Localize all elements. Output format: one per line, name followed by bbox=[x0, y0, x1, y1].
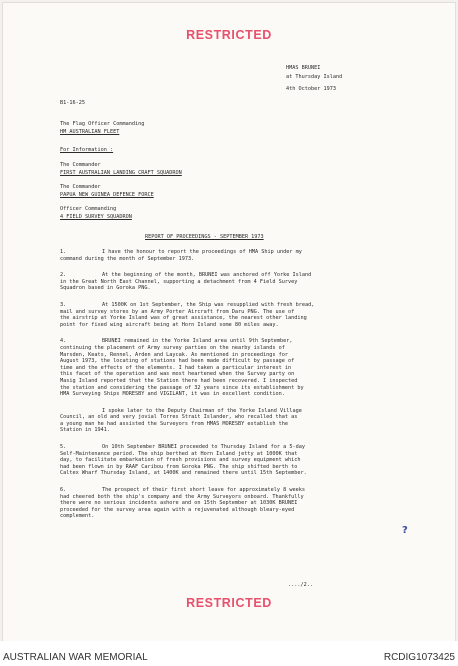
report-body bbox=[60, 249, 390, 530]
continuation-marker: ..../2.. bbox=[288, 582, 313, 588]
paragraph-5: 5. On 10th September BRUNEI proceeded to Thursday Island for a 5-day Self-Maintenance period. The ship berthed at Horn Island jetty at 1000K that day, to facilitate embarkation of fresh provisions and survey equipment which had been flown in by RAAF Caribou from Goroka PNG. The ship shifted berth to Caltex Wharf Thursday Island, at 1400K and remained there until 15th September. bbox=[60, 444, 307, 477]
copy-1-line-2: FIRST AUSTRALIAN LANDING CRAFT SQUADRON bbox=[60, 170, 182, 176]
copy-2-line-2: PAPUA NEW GUINEA DEFENCE FORCE bbox=[60, 192, 154, 198]
addressee-line-1: The Flag Officer Commanding bbox=[60, 121, 145, 127]
paragraph-number: 2. bbox=[60, 272, 67, 279]
copy-1-line-1: The Commander bbox=[60, 162, 101, 168]
file-reference: B1-16-25 bbox=[60, 100, 85, 106]
paragraph-6: 6. The prospect of their first short leave for approximately 8 weeks had cheered both the ship's company and the Army Surveyors onboard. Thankfully there were no serious incidents ashore and on 15th September at 1030K BRUNEI proceeded for the survey area again with a rejuvenated although bleary-eyed complement. bbox=[60, 487, 306, 520]
ship-name: HMAS BRUNEI bbox=[286, 65, 321, 71]
paragraph-number: 4. bbox=[60, 338, 67, 345]
archive-name: AUSTRALIAN WAR MEMORIAL bbox=[3, 652, 148, 663]
for-information-label: For Information : bbox=[60, 147, 114, 153]
ship-location: at Thursday Island bbox=[286, 74, 343, 80]
copy-3-line-2: 4 FIELD SURVEY SQUADRON bbox=[60, 214, 132, 220]
paragraph-number: 6. bbox=[60, 487, 67, 494]
restricted-stamp-bottom: RESTRICTED bbox=[186, 596, 272, 610]
addressee-line-2: HM AUSTRALIAN FLEET bbox=[60, 129, 120, 135]
letter-date: 4th October 1973 bbox=[286, 86, 336, 92]
paragraph-number: 1. bbox=[60, 249, 67, 255]
paragraph-number: 5. bbox=[60, 444, 67, 451]
paragraph-2: 2. At the beginning of the month, BRUNEI was anchored off Yorke Island in the Great North East Channel, supporting a detachment from 4 Field Survey Squadron based in Goroka PNG. bbox=[60, 272, 312, 292]
archive-footer bbox=[0, 641, 458, 666]
copy-3-line-1: Officer Commanding bbox=[60, 206, 117, 212]
paragraph-number: 3. bbox=[60, 301, 67, 308]
restricted-stamp-top: RESTRICTED bbox=[186, 28, 272, 42]
paragraph-1: 1. I have the honour to report the proceedings of HMA Ship under my command during the month of September 1973. bbox=[60, 249, 302, 262]
copy-2-line-1: The Commander bbox=[60, 184, 101, 190]
archive-record-id: RCDIG1073425 bbox=[383, 652, 455, 663]
report-title: REPORT OF PROCEEDINGS - SEPTEMBER 1973 bbox=[145, 234, 264, 240]
paragraph-3: 3. At 1500K on 1st September, the Ship was resupplied with fresh bread, mail and survey stores by an Army Porter Aircraft from Daru PNG. The use of the airstrip at Yorke Island was of great assistance, the nearest other landing point for fixed wing aircraft being at Horn Island some 80 miles away. bbox=[60, 301, 315, 328]
handwritten-question-mark: ? bbox=[402, 525, 408, 536]
paragraph-4: 4. BRUNEI remained in the Yorke Island area until 9th September, continuing the placement of Army survey parties on the nearby islands of Marsden, Keats, Rennel, Arden and Laycak. As mentioned in proceedings for August 1973, the locating of stations had been made difficult by passage of time and the effects of the elements. I had taken a particular interest in this facet of the operation and was most heartened when the Survey party on Masig Island reported that the Station there had been recovered. I inspected the station and considering the passage of 32 years since its establishment by HMA Surveying Ships MORESBY and VIGILANT, it was in excellent condition. bbox=[60, 338, 304, 398]
paragraph-4-continued: I spoke later to the Deputy Chairman of the Yorke Island Village Council, an old and very jovial Torres Strait Islander, who recalled that as a young man he had assisted the Surveyors from HMAS MORESBY establish the Station in 1941. bbox=[60, 407, 302, 434]
document-page bbox=[2, 2, 456, 642]
